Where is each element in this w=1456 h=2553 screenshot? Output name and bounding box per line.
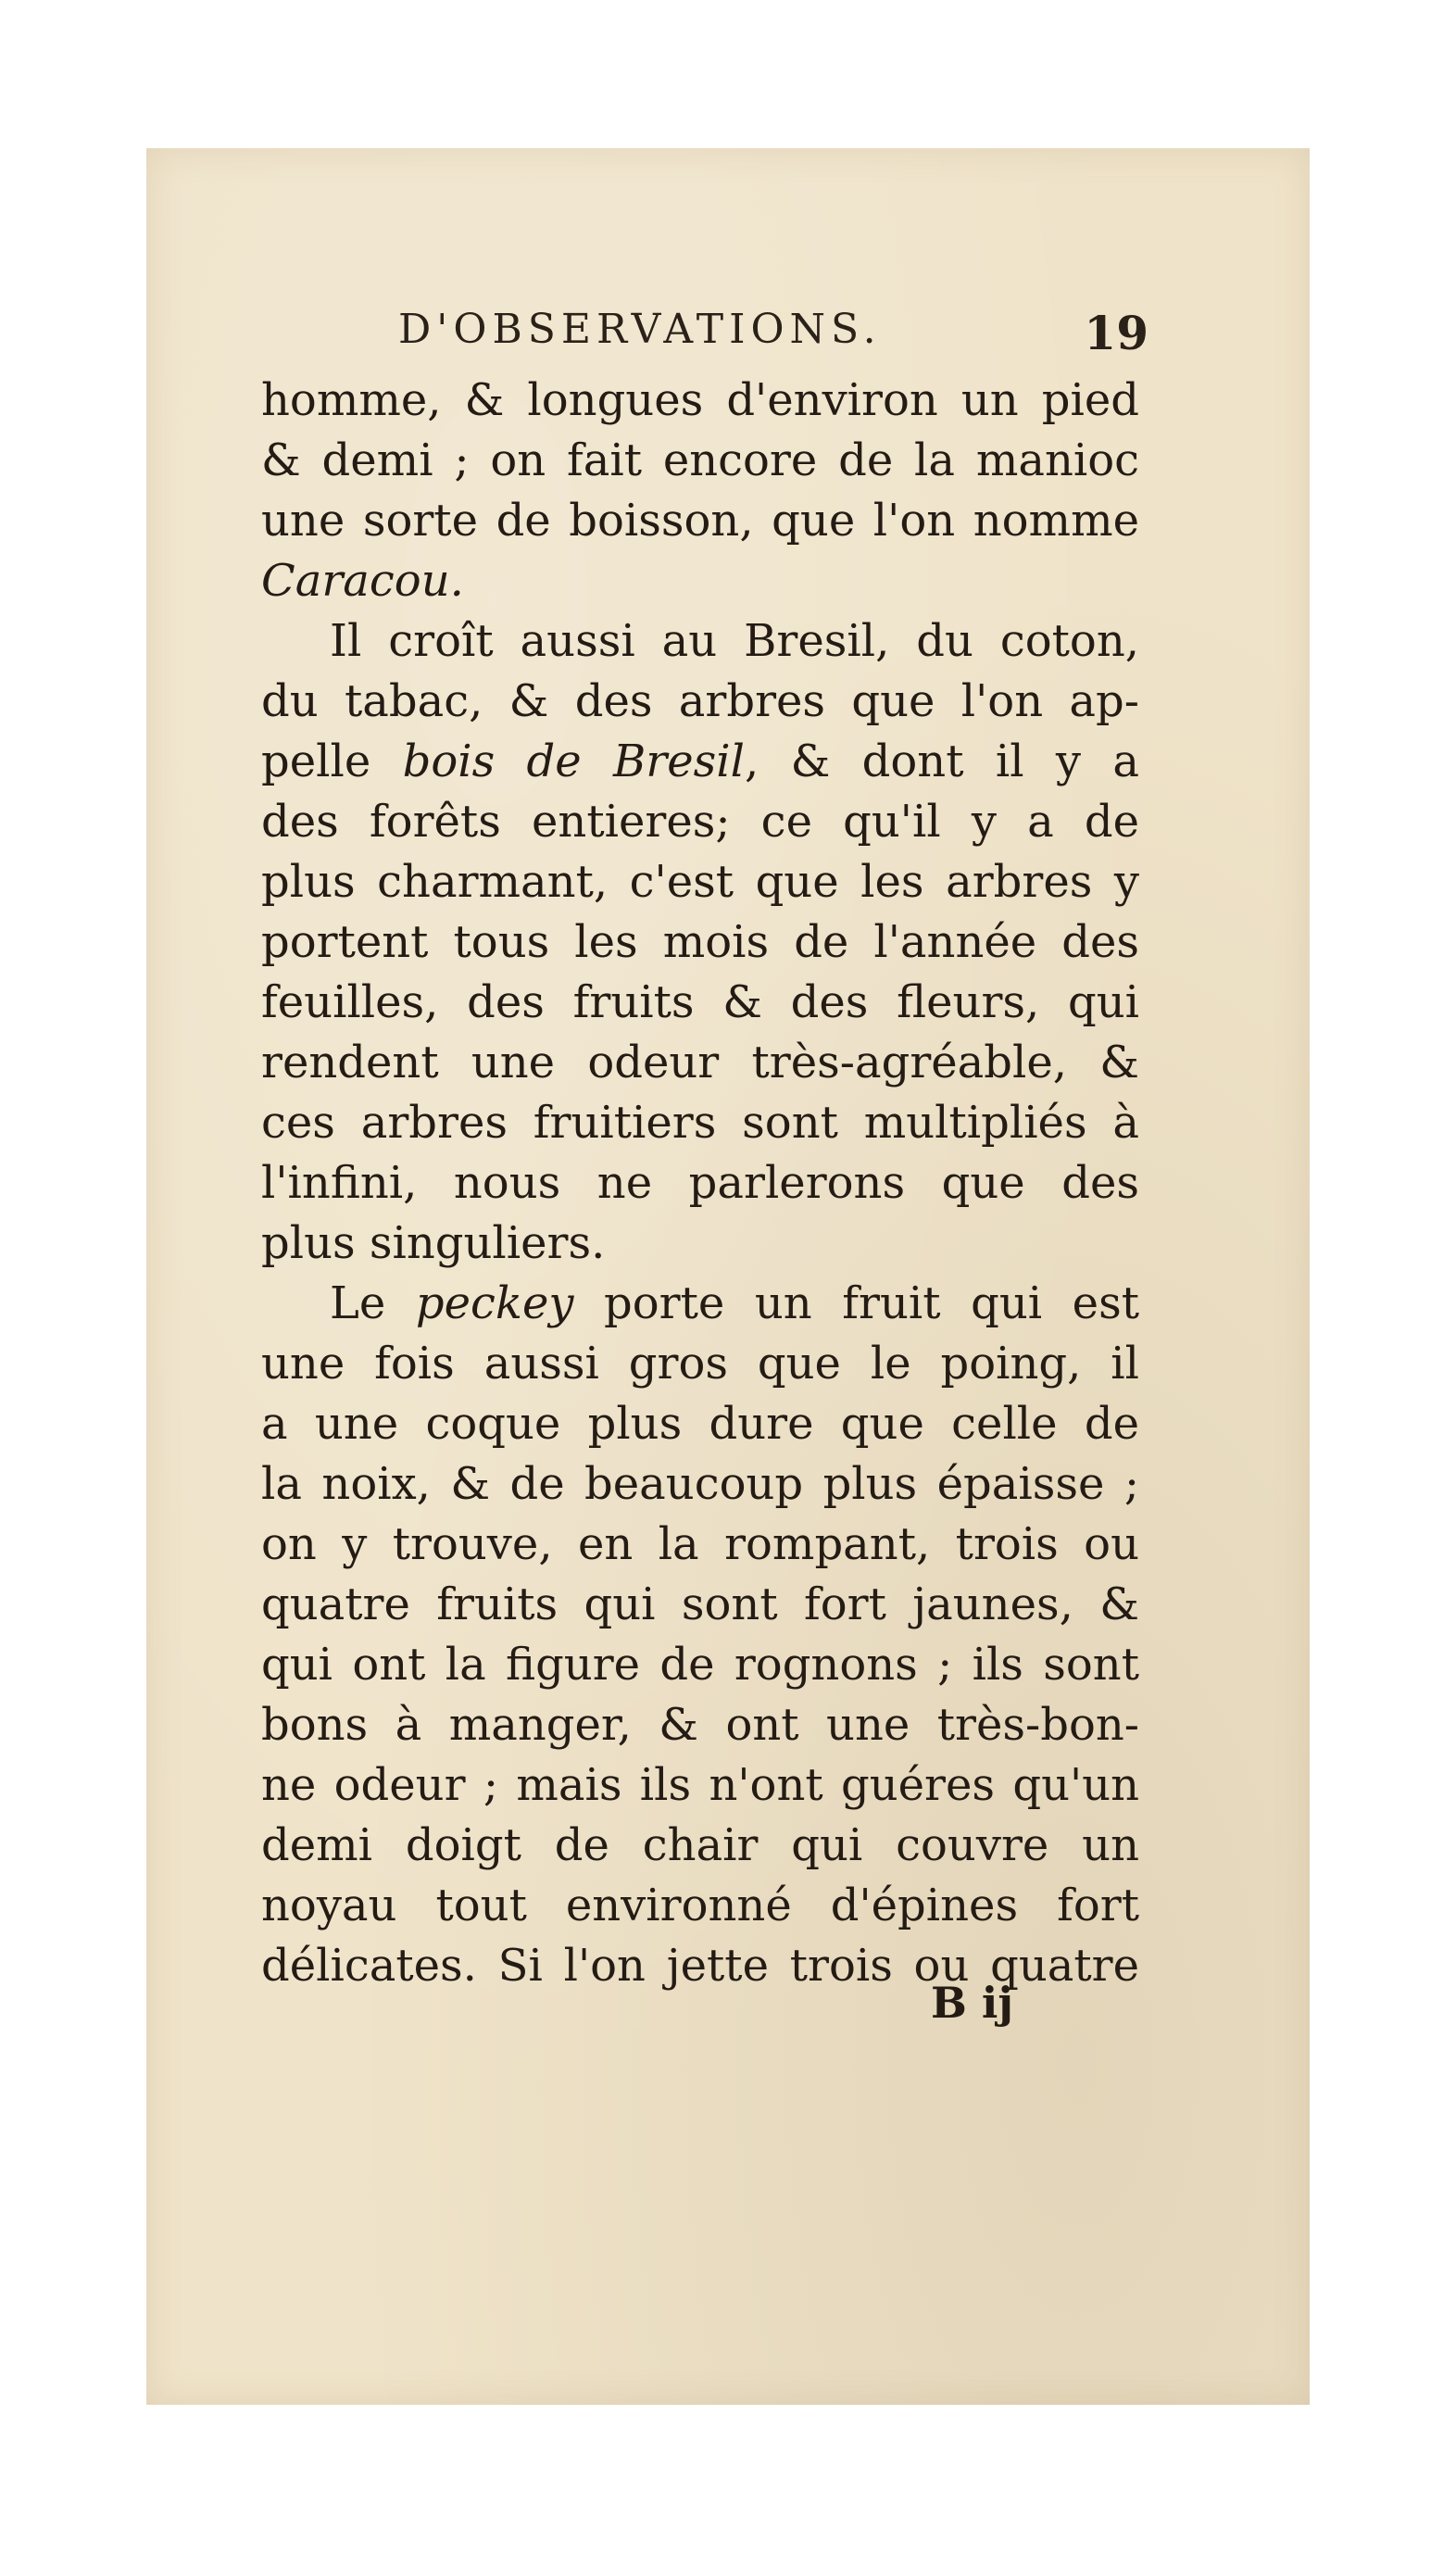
text-line <box>261 1274 1139 1334</box>
italic-term: peckey <box>415 1277 574 1329</box>
text-line: une fois aussi gros que le poing, il <box>261 1338 1139 1390</box>
catchword: B ij <box>931 1978 1014 2028</box>
text-line: Il croît aussi au Bresil, du coton, <box>330 615 1139 667</box>
text-line: qui ont la figure de rognons ; ils sont <box>261 1639 1139 1691</box>
body-text <box>261 371 1139 1996</box>
running-head: D'OBSERVATIONS. <box>398 306 882 353</box>
page-header <box>259 306 1148 371</box>
text-segment: porte un fruit qui est <box>573 1277 1139 1329</box>
text-line: noyau tout environné d'épines fort <box>261 1880 1139 1931</box>
text-line: a une coque plus dure que celle de <box>261 1398 1139 1450</box>
text-line: ne odeur ; mais ils n'ont guéres qu'un <box>261 1759 1139 1811</box>
italic-term: Caracou. <box>261 555 464 607</box>
text-segment: Le <box>330 1277 416 1329</box>
text-line: une sorte de boisson, que l'on nomme <box>261 495 1139 547</box>
text-line: on y trouve, en la rompant, trois ou <box>261 1518 1139 1570</box>
text-line <box>261 551 1139 611</box>
text-line: la noix, & de beaucoup plus épaisse ; <box>261 1458 1139 1510</box>
text-line: plus singuliers. <box>261 1217 606 1269</box>
text-line: demi doigt de chair qui couvre un <box>261 1819 1139 1871</box>
text-line: ces arbres fruitiers sont multipliés à <box>261 1097 1139 1149</box>
page-number: 19 <box>1084 306 1148 360</box>
text-line: portent tous les mois de l'année des <box>261 916 1139 968</box>
text-segment: pelle <box>261 736 403 787</box>
text-segment: , & dont il y a <box>745 736 1139 787</box>
text-line: rendent une odeur très-agréable, & <box>261 1037 1139 1088</box>
text-line: feuilles, des fruits & des fleurs, qui <box>261 976 1139 1028</box>
text-line: des forêts entieres; ce qu'il y a de <box>261 796 1139 848</box>
text-line: du tabac, & des arbres que l'on ap- <box>261 675 1139 727</box>
italic-term: bois de Bresil <box>402 736 745 787</box>
text-line: plus charmant, c'est que les arbres y <box>261 856 1139 908</box>
text-line: homme, & longues d'environ un pied <box>261 374 1139 426</box>
text-line: l'infini, nous ne parlerons que des <box>261 1157 1139 1209</box>
text-line: bons à manger, & ont une très-bon- <box>261 1699 1139 1751</box>
text-line <box>261 732 1139 792</box>
text-line: délicates. Si l'on jette trois ou quatre <box>261 1940 1139 1992</box>
text-line: & demi ; on fait encore de la manioc <box>261 434 1139 486</box>
text-line: quatre fruits qui sont fort jaunes, & <box>261 1578 1139 1630</box>
